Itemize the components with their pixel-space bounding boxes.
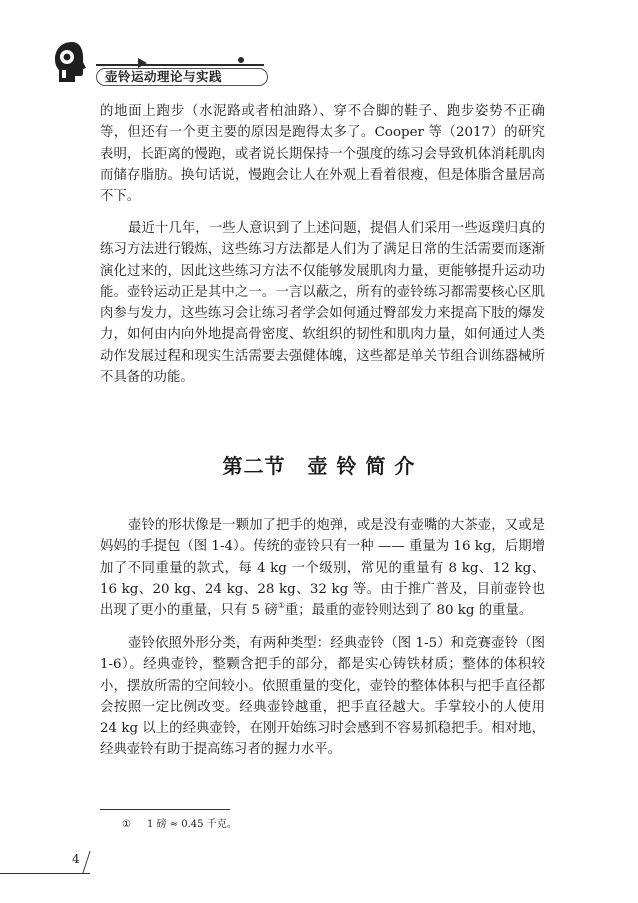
running-header <box>52 38 252 88</box>
footnote <box>122 818 237 832</box>
header-dot-icon <box>238 57 244 63</box>
header-rule <box>96 64 264 66</box>
footnote-rule <box>100 809 230 810</box>
head-silhouette-icon <box>52 40 92 86</box>
footnote-mark: ① <box>122 819 131 830</box>
section-heading <box>0 450 638 479</box>
paragraph-1: 的地面上跑步（水泥路或者柏油路）、穿不合脚的鞋子、跑步姿势不正确等，但还有一个更主要的原因是跑得太多了。Cooper 等（2017）的研究表明，长距离的慢跑，或者说长期保持一个强度的练习会导致机体消耗肌肉而储存脂肪。换句话说，慢跑会让人在外观上看着很瘦，但是体脂含量居高不下。 <box>100 104 545 205</box>
footnote-text: 1 磅 ≈ 0.45 千克。 <box>146 819 237 830</box>
paragraph-3-text-a: 壶铃的形状像是一颗加了把手的炮弹，或是没有壶嘴的大茶壶，又或是妈妈的手提包（图 1-4）。传统的壶铃只有一种 —— 重量为 16 kg，后期增加了不同重量的款式，每 4 kg 一个级别，常见的重量有 8 kg、12 kg、16 kg、20 kg、24 kg、28 kg、32 kg 等。由于推广普及，目前壶铃也出现了更小的重量，只有 5 磅 <box>100 518 545 619</box>
header-arrow-icon <box>138 58 147 68</box>
paragraph-3 <box>100 515 545 621</box>
footnote-reference: ① <box>277 601 285 611</box>
page-corner-rule <box>0 873 90 874</box>
section-title: 壶 铃 简 介 <box>307 454 416 478</box>
paragraph-4: 壶铃依照外形分类，有两种类型：经典壶铃（图 1-5）和竞赛壶铃（图 1-6）。经典壶铃，整颗含把手的部分，都是实心铸铁材质；整体的体积较小，摆放所需的空间较小。依照重量的变化，壶铃的整体体积与把手直径都会按照一定比例改变。经典壶铃越重，把手直径越大。手掌较小的人使用 24 kg 以上的经典壶铃，在刚开始练习时会感到不容易抓稳把手。相对地，经典壶铃有助于提高练习者的握力水平。 <box>100 636 545 758</box>
book-title: 壶铃运动理论与实践 <box>96 68 268 86</box>
paragraph-2: 最近十几年，一些人意识到了上述问题，提倡人们采用一些返璞归真的练习方法进行锻炼，这些练习方法都是人们为了满足日常的生活需要而逐渐演化过来的，因此这些练习方法不仅能够发展肌肉力量，更能够提升运动功能。壶铃运动正是其中之一。一言以蔽之，所有的壶铃练习都需要核心区肌肉参与发力，这些练习会让练习者学会如何通过臀部发力来提高下肢的爆发力，如何由内向外地提高骨密度、软组织的韧性和肌肉力量，如何通过人类动作发展过程和现实生活需要去强健体魄，这些都是单关节组合训练器械所不具备的功能。 <box>100 221 545 386</box>
section-number: 第二节 <box>222 454 286 478</box>
page-corner-slash <box>82 851 90 873</box>
page-number: 4 <box>72 852 80 866</box>
paragraph-3-text-b: 重；最重的壶铃则达到了 80 kg 的重量。 <box>284 603 533 619</box>
